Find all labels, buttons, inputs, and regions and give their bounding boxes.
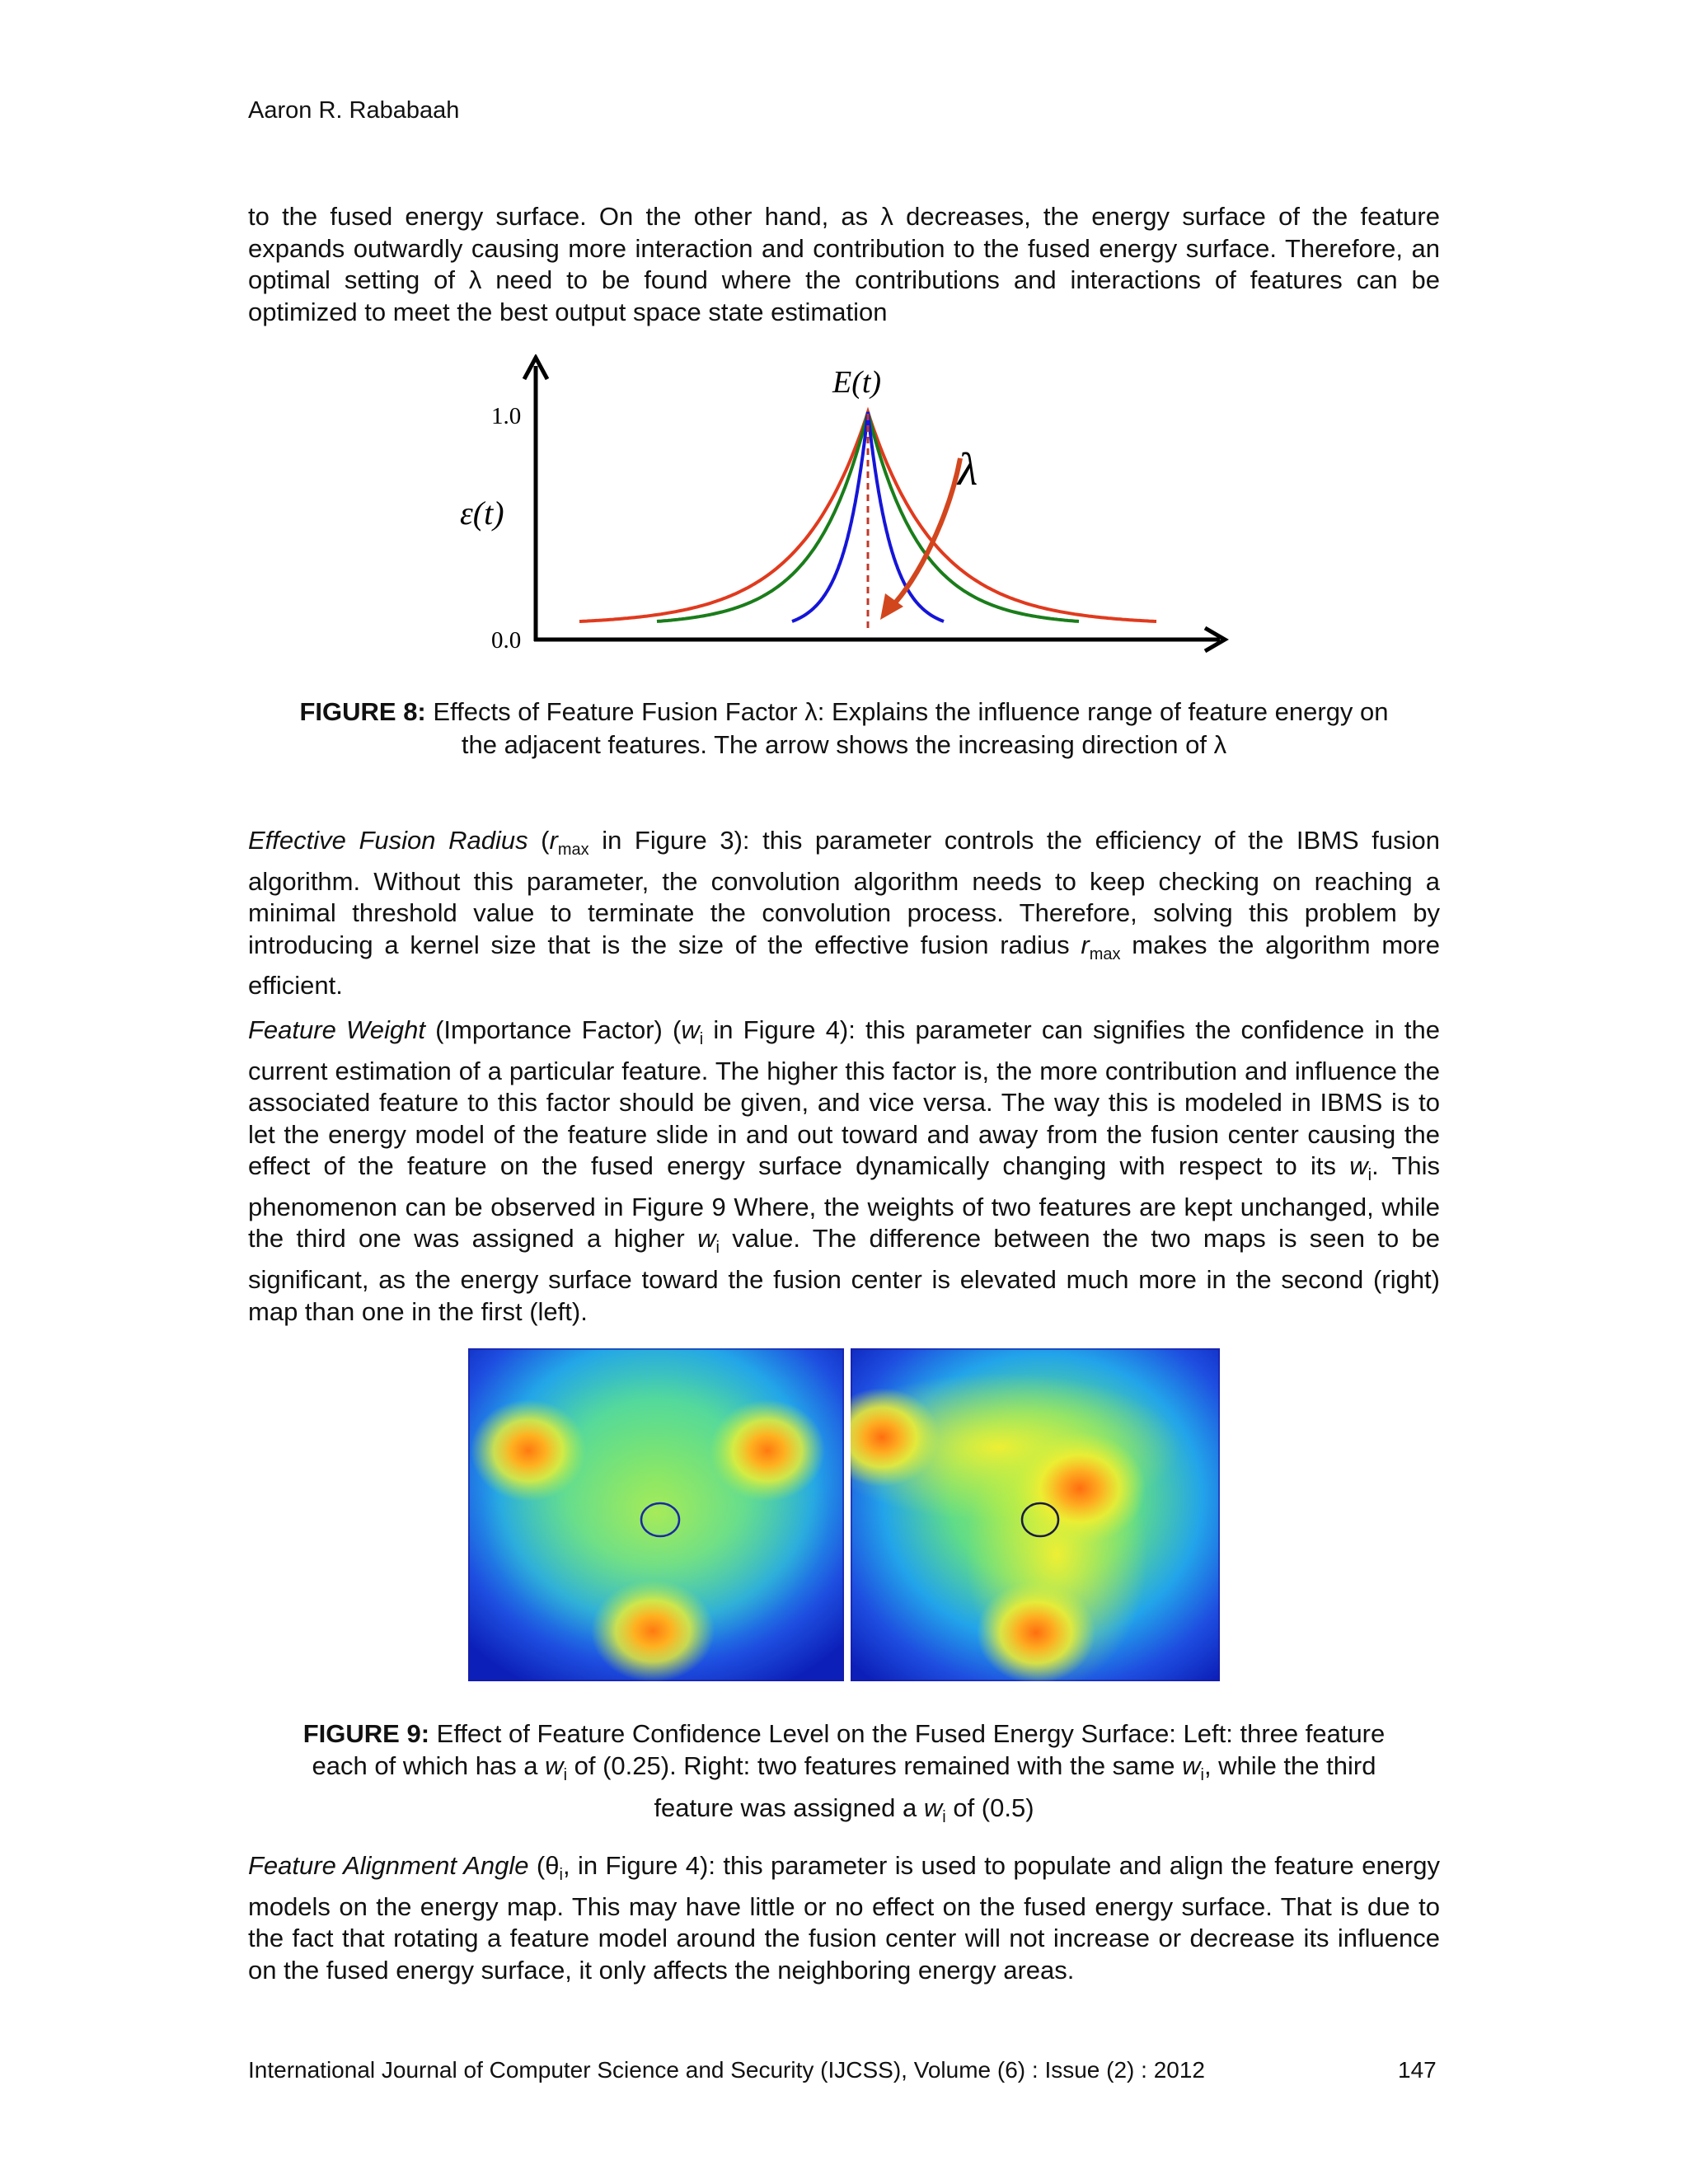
feature-weight-text3: value. The difference between the two maps is seen to be significant, as the energy surface toward the fusion center is elevated much more in the second (right) map than one in the first (left).	[248, 1224, 1441, 1326]
var-w-2: w	[1349, 1151, 1368, 1181]
heatmap-right	[851, 1348, 1220, 1681]
running-header: Aaron R. Rababaah	[248, 97, 460, 124]
feature-weight-lead: Feature Weight	[248, 1015, 425, 1044]
hotspot-center	[1014, 1432, 1146, 1544]
var-w: w	[681, 1015, 700, 1044]
footer-journal: International Journal of Computer Science and Security (IJCSS), Volume (6) : Issue (2) : 2012	[248, 2057, 1206, 2083]
sub-i-2: i	[1367, 1166, 1372, 1185]
y-tick-top: 1.0	[491, 403, 522, 429]
figure-8-caption-line1: Effects of Feature Fusion Factor λ: Explains the influence range of feature energy on	[433, 697, 1389, 726]
var-r-2: r	[1081, 930, 1090, 959]
figure-9-line2: each of which has a $w_i$ of (0.25). Right: two features remained with the same $w_i$, while the third	[312, 1751, 1376, 1785]
feature-weight-paragraph	[248, 1015, 1440, 1328]
hotspot-left	[471, 1399, 586, 1502]
lambda-label: λ	[958, 444, 978, 495]
fusion-radius-text2: makes the algorithm more efficient.	[248, 930, 1440, 1001]
alignment-text1: , in Figure 4): this parameter is used to populate and align the feature energy models on the energy map. This may have little or no effect on the fused energy surface. That is due to the fact that rotating a feature model around the fusion center will not increase or decrease its influence on the fused energy surface, it only affects the neighboring energy areas.	[248, 1851, 1440, 1985]
alignment-lead: Feature Alignment Angle	[248, 1851, 529, 1880]
feature-weight-text1: in Figure 4): this parameter can signifies the confidence in the current estimation of a particular feature. The higher this factor is, the more contribution and influence the associated feature to this factor should be given, and vice versa. The way this is modeled in IBMS is to let the energy model of the feature slide in and out toward and away from the fusion center causing the effect of the feature on the fused energy surface dynamically changing with respect to its	[248, 1015, 1440, 1181]
figure-8-caption-line2: the adjacent features. The arrow shows the increasing direction of λ	[461, 730, 1227, 759]
y-tick-bottom: 0.0	[491, 627, 522, 654]
var-theta: θ	[545, 1851, 560, 1880]
sub-i-3: i	[715, 1239, 720, 1258]
feature-weight-text2: . This phenomenon can be observed in Figure 9 Where, the weights of two features are kept unchanged, while the third one was assigned a higher	[248, 1151, 1440, 1254]
hotspot-right	[710, 1399, 825, 1502]
hotspot-bottom	[977, 1582, 1095, 1681]
fusion-radius-paragraph: Effective Fusion Radius ($r_{max}$ in Figure 3): this parameter controls the efficiency of the IBMS fusion algorithm. Without this parameter, the convolution algorithm needs to keep checking on reaching a minimal threshold value to terminate the convolution process. Therefore, solving this problem by introducing a kernel size that is the size of the effective fusion radius $r_{max}$ makes the algorithm more efficient.	[248, 826, 1441, 1001]
peak-label: E(t)	[832, 365, 882, 400]
alignment-angle-paragraph: Feature Alignment Angle ($\theta_i$, in Figure 4): this parameter is used to populate and align the feature energy models on the energy map. This may have little or no effect on the fused energy surface. That is due to the fact that rotating a feature model around the fusion center will not increase or decrease its influence on the fused energy surface, it only affects the neighboring energy areas.	[248, 1851, 1440, 1985]
feature-weight-pre: (Importance Factor) (	[424, 1015, 682, 1044]
figure-9-caption	[247, 1718, 1441, 1834]
figure-9-line1: Effect of Feature Confidence Level on the Fused Energy Surface: Left: three feature	[436, 1719, 1386, 1748]
var-r: r	[549, 826, 558, 855]
figure-8-plot	[445, 354, 1269, 659]
figure-9-label: FIGURE 9:	[302, 1719, 430, 1748]
intro-paragraph: to the fused energy surface. On the other hand, as λ decreases, the energy surface of the feature expands outwardly causing more interaction and contribution to the fused energy surface. Therefore, an optimal setting of λ need to be found where the contributions and interactions of features can be optimized to meet the best output space state estimation	[248, 202, 1440, 326]
footer-page-number: 147	[1398, 2057, 1437, 2083]
fusion-radius-text1: in Figure 3): this parameter controls the efficiency of the IBMS fusion algorithm. Without this parameter, the convolution algorithm needs to keep checking on reaching a minimal threshold value to terminate the convolution process. Therefore, solving this problem by introducing a kernel size that is the size of the effective fusion radius	[248, 826, 1441, 959]
var-w-3: w	[697, 1224, 716, 1254]
figure-8-caption	[247, 696, 1441, 762]
sub-i: i	[699, 1030, 704, 1049]
y-axis-label: ε(t)	[460, 494, 504, 532]
sub-max: max	[557, 841, 589, 860]
hotspot-bottom	[591, 1580, 715, 1681]
fusion-radius-lead: Effective Fusion Radius	[248, 826, 528, 855]
heatmap-left	[468, 1348, 844, 1681]
figure-8-label: FIGURE 8:	[299, 697, 426, 726]
figure-9-line3: feature was assigned a $w_i$ of (0.5)	[654, 1793, 1034, 1827]
sub-max-2: max	[1089, 944, 1121, 963]
